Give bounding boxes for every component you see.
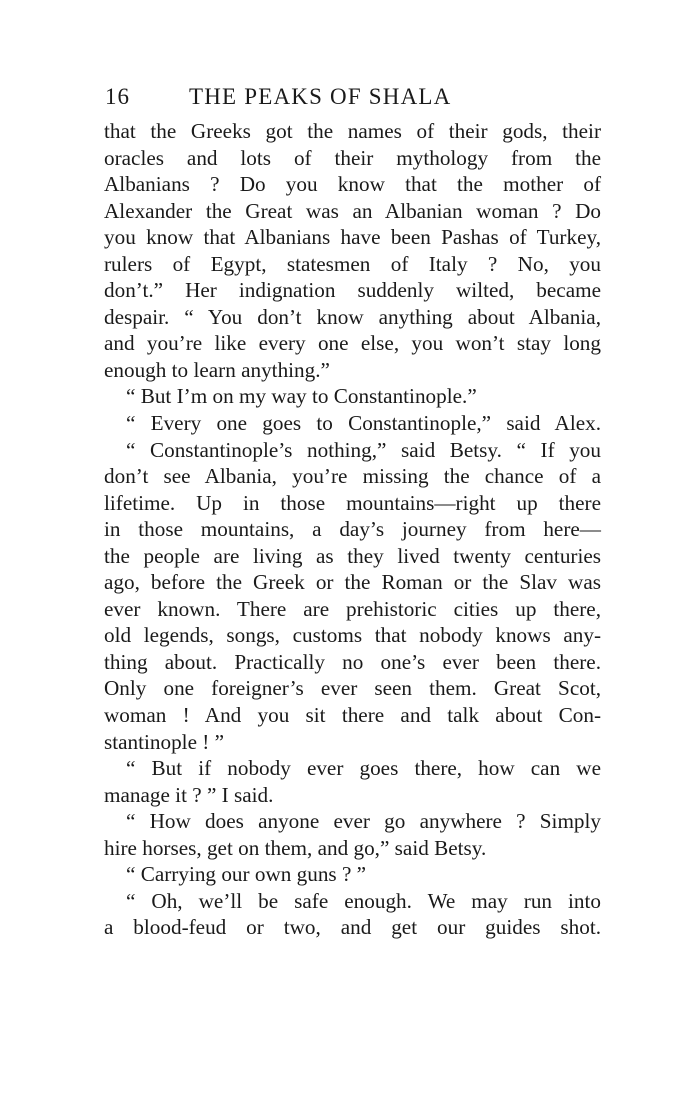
text-line: hire horses, get on them, and go,” said Betsy. <box>104 835 487 860</box>
text-line: that the Greeks got the names of their gods, their <box>104 119 601 143</box>
text-line: “ Every one goes to Constantinople,” said Alex. <box>126 411 601 436</box>
running-title: THE PEAKS OF SHALA <box>189 84 452 109</box>
text-line: old legends, songs, customs that nobody knows any- <box>104 623 601 648</box>
page-number: 16 <box>105 84 130 109</box>
running-head <box>105 84 602 114</box>
text-line: oracles and lots of their mythology from the <box>104 145 601 170</box>
text-line: “ Oh, we’ll be safe enough. We may run into <box>126 888 601 913</box>
text-line: in those mountains, a day’s journey from here— <box>104 517 601 542</box>
text-line: stantinople ! ” <box>104 729 225 754</box>
text-line: woman ! And you sit there and talk about Con- <box>104 703 601 728</box>
text-line: don’t.” Her indignation suddenly wilted, became <box>104 278 601 303</box>
body-text <box>104 118 601 941</box>
text-line: enough to learn anything.” <box>104 357 330 382</box>
text-line: lifetime. Up in those mountains—right up there <box>104 490 601 515</box>
text-line: Only one foreigner’s ever seen them. Great Scot, <box>104 676 601 701</box>
text-line: Albanians ? Do you know that the mother of <box>104 172 601 197</box>
text-line: the people are living as they lived twenty centuries <box>104 543 601 568</box>
text-line: manage it ? ” I said. <box>104 782 274 807</box>
text-line: ago, before the Greek or the Roman or the Slav was <box>104 570 601 595</box>
text-line: rulers of Egypt, statesmen of Italy ? No, you <box>104 251 601 276</box>
text-line: despair. “ You don’t know anything about Albania, <box>104 304 601 329</box>
text-line: “ How does anyone ever go anywhere ? Simply <box>126 809 601 834</box>
text-line: ever known. There are prehistoric cities up there, <box>104 596 601 621</box>
text-line: Alexander the Great was an Albanian woman ? Do <box>104 198 601 223</box>
text-line: you know that Albanians have been Pashas of Turkey, <box>104 225 601 250</box>
text-line: don’t see Albania, you’re missing the chance of a <box>104 464 601 489</box>
text-line: “ But I’m on my way to Constantinople.” <box>126 384 477 409</box>
text-line: “ Carrying our own guns ? ” <box>126 862 367 887</box>
text-line: and you’re like every one else, you won’t stay long <box>104 331 601 356</box>
text-line: a blood-feud or two, and get our guides shot. <box>104 915 601 940</box>
text-line: “ Constantinople’s nothing,” said Betsy. “ If you <box>126 437 601 462</box>
text-line: thing about. Practically no one’s ever been there. <box>104 649 601 674</box>
text-line: “ But if nobody ever goes there, how can we <box>126 756 601 781</box>
